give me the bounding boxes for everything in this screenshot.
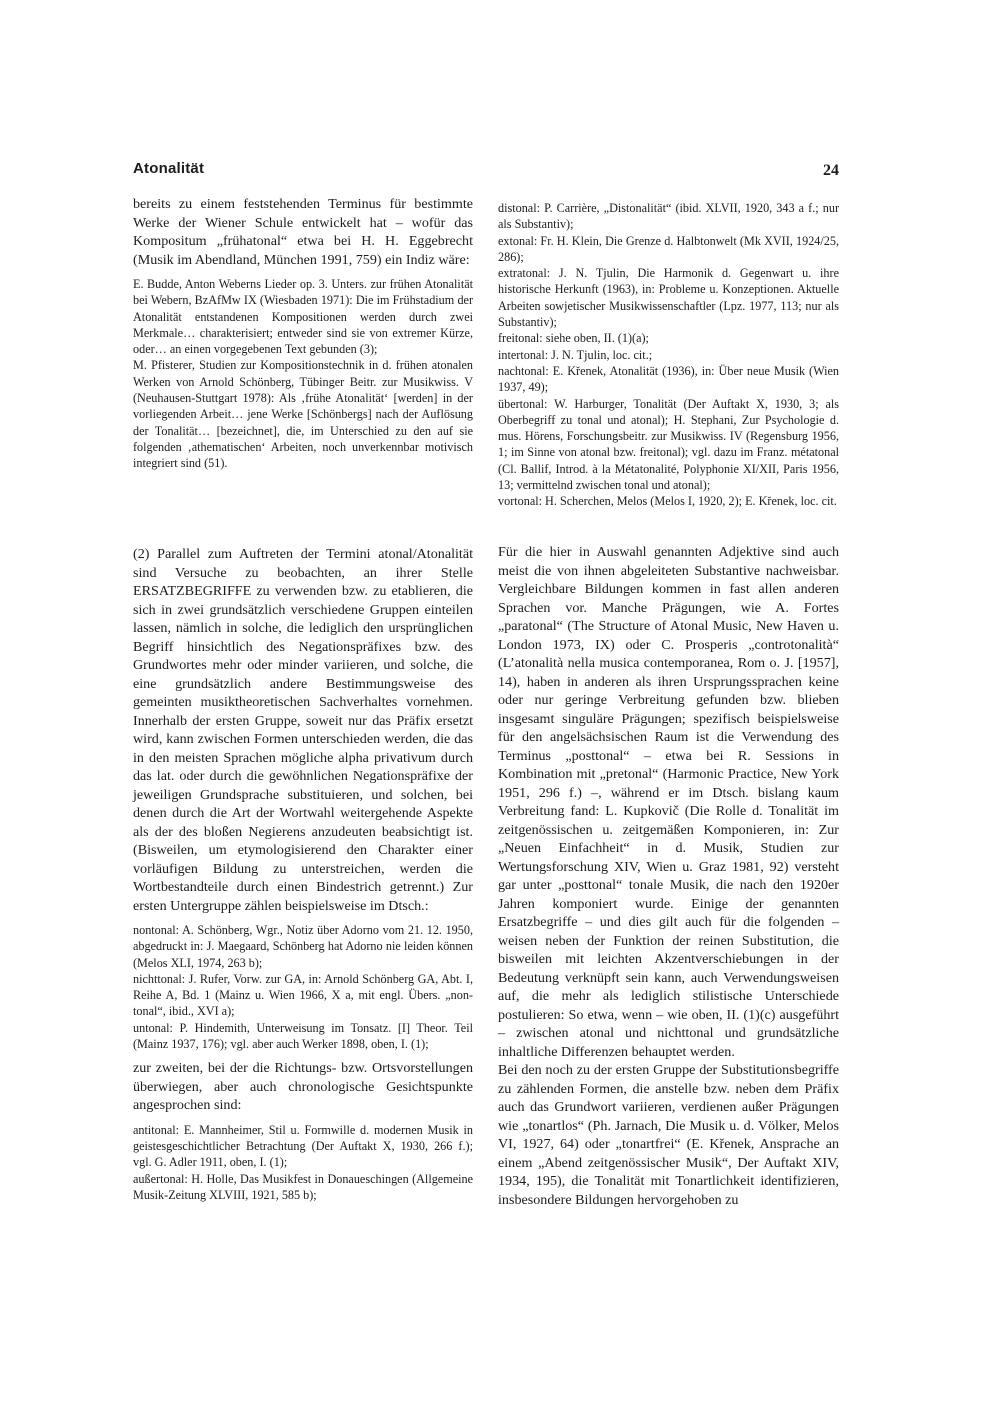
left-column-top (133, 195, 473, 472)
citation-entry: intertonal: J. N. Tjulin, loc. cit.; (498, 347, 653, 362)
body-paragraph: zur zweiten, bei der die Richtungs- bzw. Ortsvorstellungen überwiegen, aber auch chronologische Gesichtspunkte angesprochen sind: (133, 1060, 473, 1114)
citation-entry: M. Pfisterer, Studien zur Kompositionstechnik in d. frühen atonalen Werken von Arnold Schönberg, Tübinger Beitr. zur Musikwiss. V (Neuhausen-Stuttgart 1978): Als ‚frühe Atonalität‘ [werden] in der vorliegenden Arbeit… jene Werke [Schönbergs] nach der Auflösung der Tonalität… [bezeichnet], die, im Unterschied zu den auf sie folgenden ‚athematischen‘ Arbeiten, noch unverkennbar motivisch integriert sind (51). (133, 358, 473, 471)
citation-entry: vortonal: H. Scherchen, Melos (Melos I, 1920, 2); E. Křenek, loc. cit. (498, 494, 837, 509)
citation-entry: untonal: P. Hindemith, Unterweisung im Tonsatz. [I] Theor. Teil (Mainz 1937, 176); vgl. aber auch Werker 1898, oben, I. (1); (133, 1020, 473, 1052)
left-column-bottom (133, 545, 473, 1203)
citation-entry: außertonal: H. Holle, Das Musikfest in Donaueschingen (Allgemeine Musik-Zeitung XLVIII, 1921, 585 b); (133, 1171, 473, 1203)
citation-entry: nichttonal: J. Rufer, Vorw. zur GA, in: Arnold Schönberg GA, Abt. I, Reihe A, Bd. 1 (Mainz u. Wien 1966, X a, mit engl. Übers. „non-tonal“, ibid., XVI a); (133, 971, 473, 1019)
right-column-bottom (498, 543, 839, 1209)
citation-entry: freitonal: siehe oben, II. (1)(a); (498, 331, 649, 346)
page-number: 24 (823, 162, 839, 179)
body-paragraph: bereits zu einem feststehenden Terminus für bestimmte Werke der Wiener Schule entwickelt hat – wofür das Kompositum „frühatonal“ etwa bei H. H. Eggebrecht (Musik im Abendland, München 1991, 759) ein Indiz wäre: (133, 196, 473, 268)
citation-entry: antitonal: E. Mannheimer, Stil u. Formwille d. modernen Musik in geistesgeschichtlicher Betrachtung (Der Auftakt X, 1930, 266 f.); vgl. G. Adler 1911, oben, I. (1); (133, 1122, 473, 1170)
citation-entry: distonal: P. Carrière, „Distonalität“ (ibid. XLVII, 1920, 343 a f.; nur als Substantiv); (498, 201, 839, 232)
citation-entry: extratonal: J. N. Tjulin, Die Harmonik d. Gegenwart u. ihre historische Herkunft (1963), in: Probleme u. Konzeptionen. Aktuelle Arbeiten sowjetischer Musikwissenschaftler (Lpz. 1977, 113; nur als Substantiv); (498, 266, 839, 330)
right-column-top (498, 200, 839, 510)
body-paragraph: Bei den noch zu der ersten Gruppe der Substitutionsbegriffe zu zählenden Formen, die anstelle bzw. neben dem Präfix auch das Grundwort variieren, verdienen außer Prägungen wie „tonartlos“ (Ph. Jarnach, Die Musik u. d. Völker, Melos VI, 1927, 64) oder „tonartfrei“ (E. Křenek, Ansprache an einem „Abend zeitgenössischer Musik“, Der Auftakt XIV, 1934, 195), die Tonalität mit Tonartlichkeit identifizieren, insbesondere Bildungen hervorgehoben zu (498, 1062, 839, 1208)
running-title: Atonalität (133, 160, 205, 177)
citation-entry: übertonal: W. Harburger, Tonalität (Der Auftakt X, 1930, 3; als Oberbegriff zu tonal und atonal); H. Stephani, Zur Psychologie d. mus. Hörens, Forschungsbeitr. zur Musikwiss. IV (Regensburg 1956, 1; im Sinne von atonal bzw. freitonal); vgl. dazu im Franz. métatonal (Cl. Ballif, Introd. à la Métatonalité, Polyphonie XI/XII, Paris 1956, 13; vermittelnd zwischen tonal und atonal); (498, 396, 839, 493)
body-paragraph: (2) Parallel zum Auftreten der Termini atonal/Atonalität sind Versuche zu beobachten, an ihrer Stelle ERSATZBEGRIFFE zu verwenden bzw. zu etablieren, die sich in zwei grundsätzlich verschiedene Gruppen einteilen lassen, nämlich in solche, die lediglich den ursprünglichen Begriff hinsichtlich des Negationspräfixes bzw. des Grundwortes mehr oder minder variieren, und solche, die eine grundsätzlich andere Bestimmungsweise des gemeinten musiktheoretischen Sachverhaltes vornehmen. Innerhalb der ersten Gruppe, soweit nur das Präfix ersetzt wird, kann zwischen Formen unterschieden werden, die das in den meisten Sprachen mögliche alpha privativum durch das lat. oder durch die gewöhnlichen Negationspräfixe der jeweiligen Grundsprache substituieren, und solchen, bei denen durch die Art der Wortwahl weitergehende Aspekte als der des bloßen Negierens anzudeuten beabsichtigt ist. (Bisweilen, um etymologisierend den Charakter einer vorläufigen Bildung zu unterstreichen, werden die Wortbestandteile durch einen Bindestrich getrennt.) Zur ersten Untergruppe zählen beispielsweise im Dtsch.: (133, 546, 473, 914)
page-header (133, 160, 839, 184)
citation-entry: nontonal: A. Schönberg, Wgr., Notiz über Adorno vom 21. 12. 1950, abgedruckt in: J. Maegaard, Schönberg hat Adorno nie leiden können (Melos XLI, 1974, 263 b); (133, 923, 473, 970)
citation-entry: nachtonal: E. Křenek, Atonalität (1936), in: Über neue Musik (Wien 1937, 49); (498, 363, 839, 395)
citation-entry: extonal: Fr. H. Klein, Die Grenze d. Halbtonwelt (Mk XVII, 1924/25, 286); (498, 233, 839, 264)
citation-entry: E. Budde, Anton Weberns Lieder op. 3. Unters. zur frühen Atonalität bei Webern, BzAfMw IX (Wiesbaden 1971): Die im Frühstadium der Atonalität entstandenen Kompositionen werden durch zwei Merkmale… charakterisiert; entweder sind sie von extremer Kürze, oder… an einen vorgegebenen Text gebunden (3); (133, 277, 473, 357)
body-paragraph: Für die hier in Auswahl genannten Adjektive sind auch meist die von ihnen abgeleiteten Substantive nachweisbar. Vergleichbare Bildungen kommen in fast allen anderen Sprachen vor. Manche Prägungen, wie A. Fortes „paratonal“ (The Structure of Atonal Music, New Haven u. London 1973, IX) oder C. Prosperis „controtonalità“ (L’atonalità nella musica contemporanea, Rom o. J. [1957], 14), haben in anderen als ihren Ursprungssprachen keine oder nur geringe Verbreitung gefunden bzw. blieben insgesamt singuläre Prägungen; spezifisch beispielsweise für den angelsächsischen Raum ist die Verwendung des Terminus „posttonal“ – etwa bei R. Sessions in Kombination mit „pretonal“ (Harmonic Practice, New York 1951, 296 f.) –, während er im Dtsch. bislang kaum Verbreitung fand: L. Kupkovič (Die Rolle d. Tonalität im zeitgenössischen u. zeitgemäßen Komponieren, in: Zur „Neuen Einfachheit“ in d. Musik, Studien zur Wertungsforschung XIV, Wien u. Graz 1981, 92) versteht gar unter „posttonal“ tonale Musik, die nach den 1920er Jahren komponiert wurde. Einige der genannten Ersatzbegriffe – und dies gilt auch für die folgenden – weisen neben der Funktion der reinen Substitution, die bisweilen mit leichten Akzentverschiebungen in der Bedeutung verknüpft sein kann, auch Verwendungsweisen auf, die mehr als lediglich stilistische Unterschiede postulieren: So etwa, wenn – wie oben, II. (1)(c) ausgeführt – zwischen atonal und nichttonal und grundsätzliche inhaltliche Differenzen behauptet werden. (498, 544, 839, 1060)
